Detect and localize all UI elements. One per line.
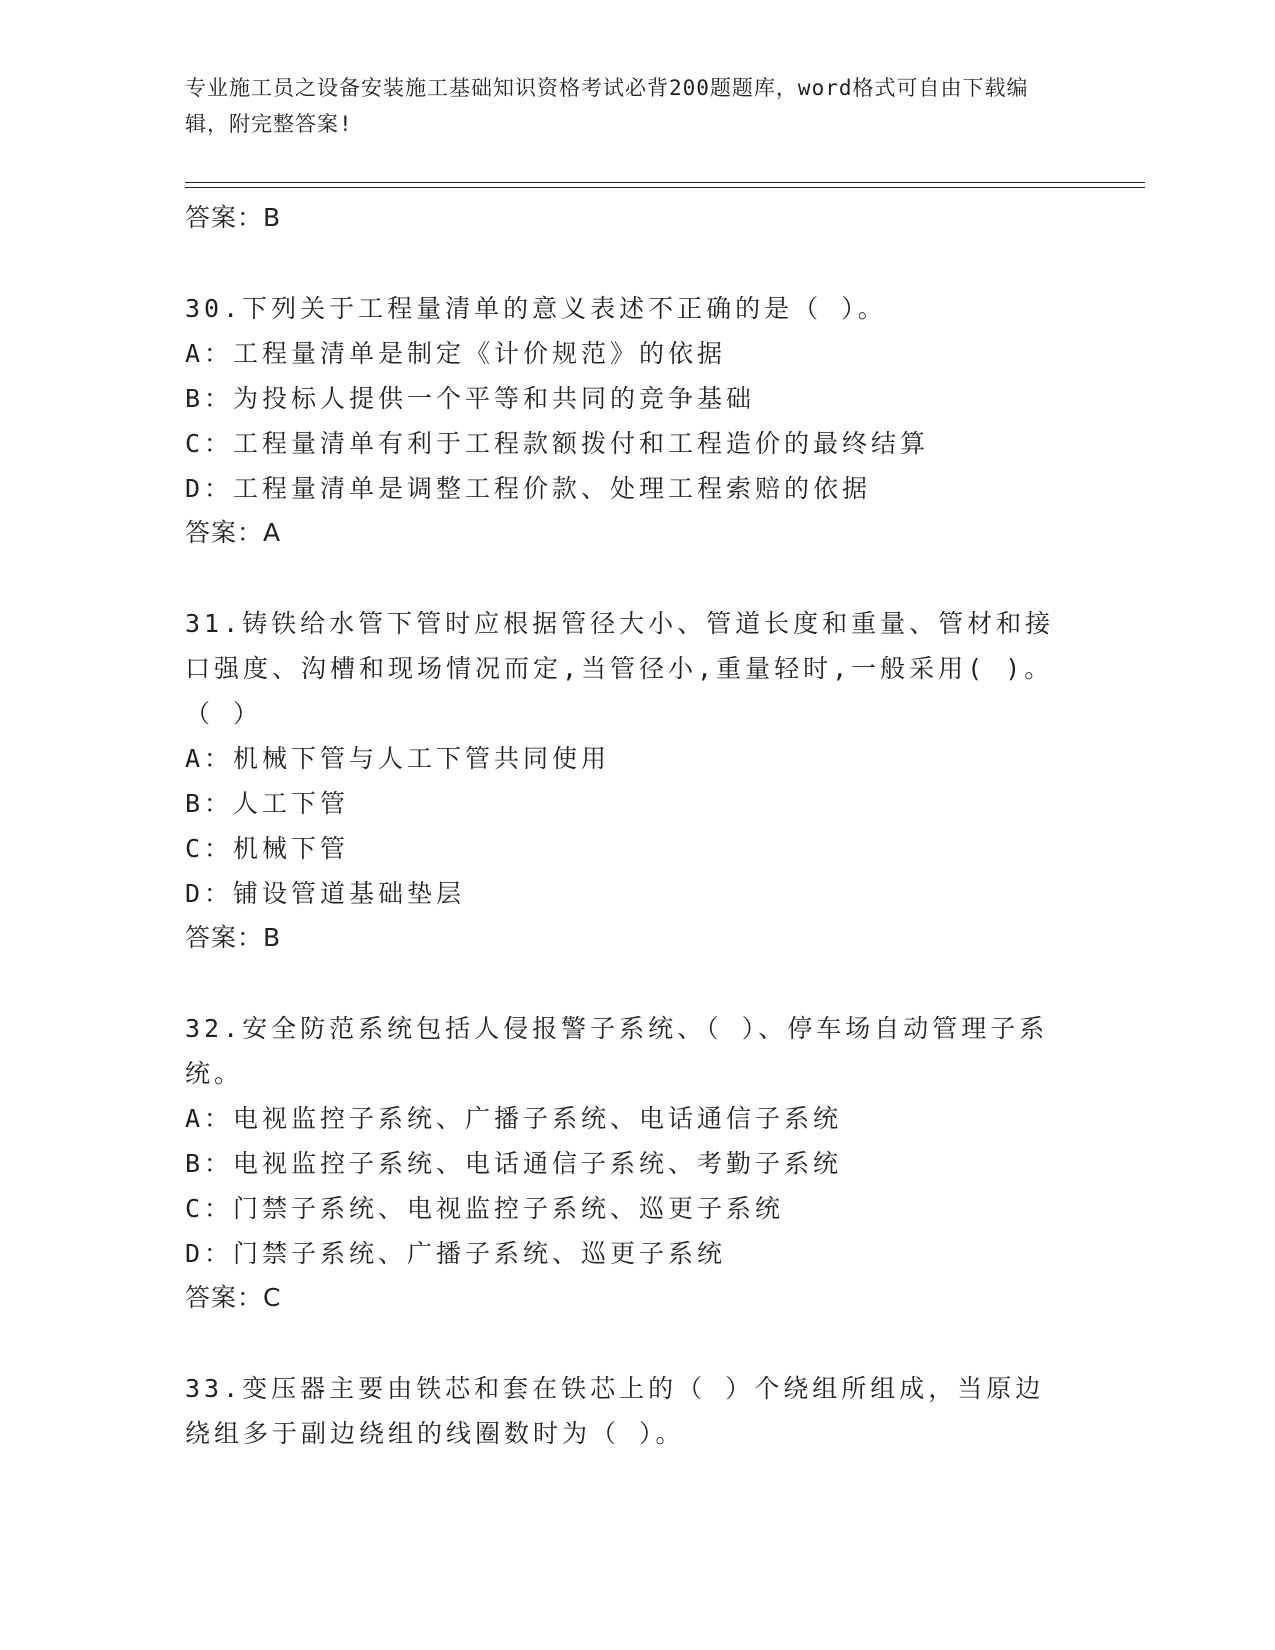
question-33 — [185, 1366, 1145, 1456]
previous-answer: 答案：B — [185, 203, 282, 232]
question-stem: 32.安全防范系统包括人侵报警子系统、（ ）、停车场自动管理子系统。 — [185, 1014, 1049, 1088]
option-c: C：机械下管 — [185, 834, 350, 863]
option-a: A：机械下管与人工下管共同使用 — [185, 744, 611, 773]
option-b: B：电视监控子系统、电话通信子系统、考勤子系统 — [185, 1149, 843, 1178]
option-b: B：为投标人提供一个平等和共同的竞争基础 — [185, 384, 756, 413]
question-30 — [185, 286, 1145, 555]
answer: 答案：B — [185, 923, 282, 952]
option-a: A：电视监控子系统、广播子系统、电话通信子系统 — [185, 1104, 843, 1133]
document-header: 专业施工员之设备安装施工基础知识资格考试必背200题题库，word格式可自由下载编辑，附完整答案! — [185, 76, 1029, 136]
question-stem: 31.铸铁给水管下管时应根据管径大小、管道长度和重量、管材和接口强度、沟槽和现场情况而定,当管径小,重量轻时,一般采用( )。（ ） — [185, 609, 1055, 728]
answer: 答案：A — [185, 518, 282, 547]
option-d: D：工程量清单是调整工程价款、处理工程索赔的依据 — [185, 474, 872, 503]
question-32 — [185, 1006, 1145, 1320]
option-b: B：人工下管 — [185, 789, 350, 818]
document-page — [185, 70, 1145, 1456]
option-c: C：工程量清单有利于工程款额拨付和工程造价的最终结算 — [185, 429, 930, 458]
option-d: D：铺设管道基础垫层 — [185, 879, 466, 908]
header-divider — [185, 182, 1145, 188]
answer: 答案：C — [185, 1283, 282, 1312]
option-c: C：门禁子系统、电视监控子系统、巡更子系统 — [185, 1194, 785, 1223]
question-31 — [185, 601, 1145, 960]
option-d: D：门禁子系统、广播子系统、巡更子系统 — [185, 1239, 727, 1268]
question-stem: 30.下列关于工程量清单的意义表述不正确的是（ ）。 — [185, 294, 887, 323]
option-a: A：工程量清单是制定《计价规范》的依据 — [185, 339, 727, 368]
question-stem: 33.变压器主要由铁芯和套在铁芯上的（ ）个绕组所组成，当原边绕组多于副边绕组的线圈数时为（ ）。 — [185, 1374, 1045, 1448]
